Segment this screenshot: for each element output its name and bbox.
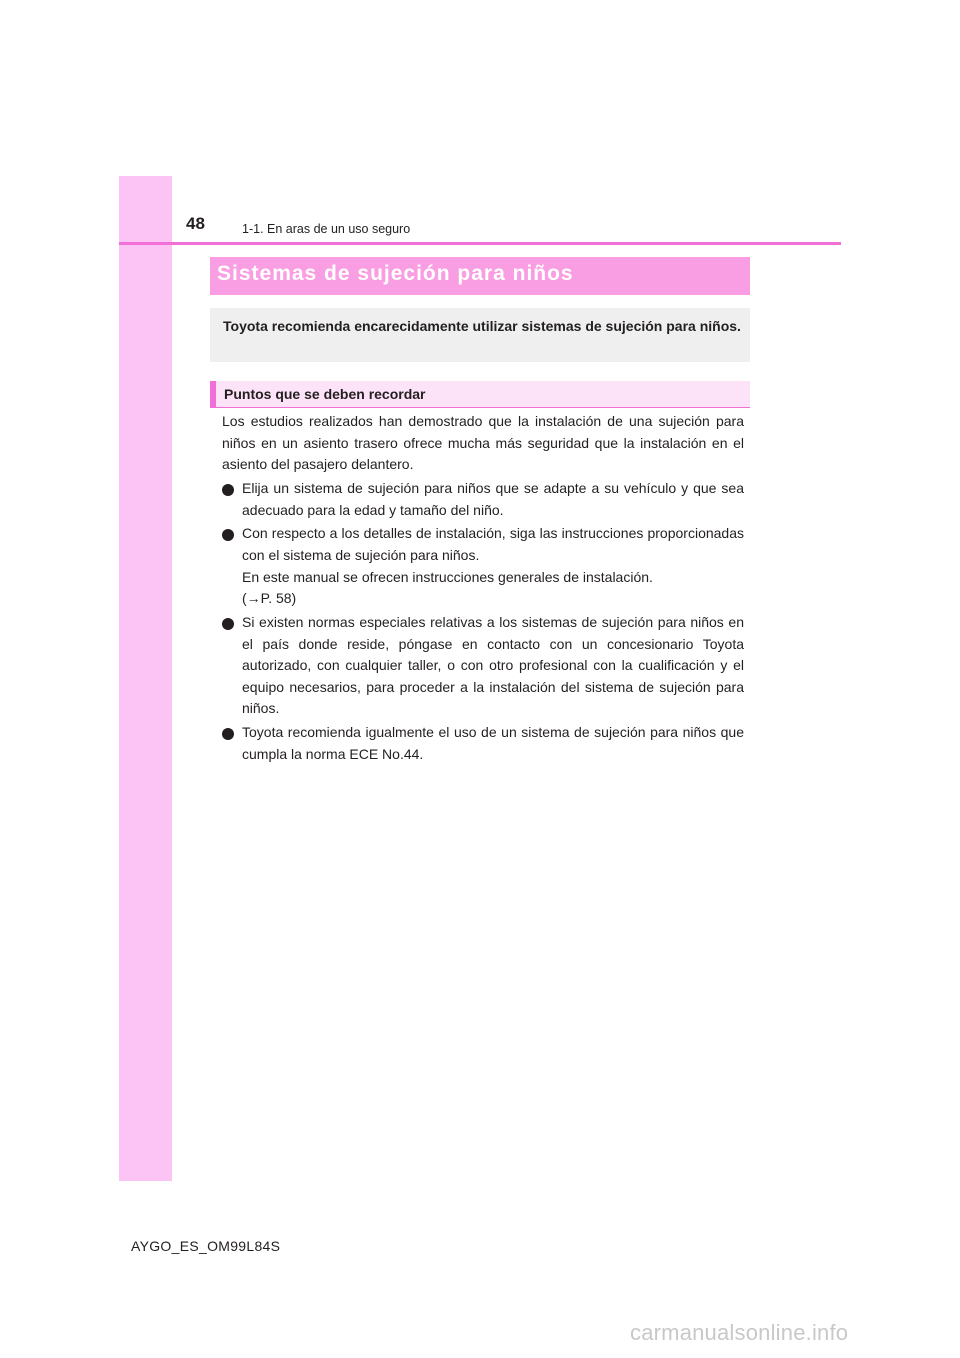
body-paragraph: Los estudios realizados han demostrado que la instalación de una sujeción para niños en un asiento trasero ofrece mucha más seguridad que la instalación en el asiento del pasajero delantero. (222, 413, 744, 473)
list-item-text: Con respecto a los detalles de instalación, siga las instrucciones proporcionadas con el sistema de sujeción para niños. (242, 525, 744, 563)
subheading-underline (210, 407, 750, 408)
bullet-dot-icon (222, 728, 234, 740)
list-item (222, 523, 744, 609)
bullet-dot-icon (222, 618, 234, 630)
document-code: AYGO_ES_OM99L84S (131, 1238, 281, 1254)
page-title: Sistemas de sujeción para niños (217, 262, 574, 285)
bullet-dot-icon (222, 529, 234, 541)
watermark: carmanualsonline.info (630, 1320, 849, 1345)
bullet-list (222, 478, 744, 765)
section-breadcrumb: 1-1. En aras de un uso seguro (242, 222, 411, 236)
list-item (222, 478, 744, 521)
bullet-dot-icon (222, 484, 234, 496)
body-content (222, 411, 744, 765)
list-item (222, 722, 744, 765)
page-reference: (→P. 58) (242, 590, 297, 607)
subheading-accent-mark (210, 381, 216, 408)
intro-text: Toyota recomienda encarecidamente utilizar sistemas de sujeción para niños. (223, 318, 741, 334)
subheading: Puntos que se deben recordar (224, 386, 426, 402)
list-item-text: Toyota recomienda igualmente el uso de un sistema de sujeción para niños que cumpla la norma ECE No.44. (242, 724, 744, 762)
list-item-extra-text: En este manual se ofrecen instrucciones generales de instalación. (242, 568, 653, 585)
list-item (222, 612, 744, 720)
page-number: 48 (186, 214, 205, 233)
header-divider (119, 242, 841, 245)
list-item-text: Si existen normas especiales relativas a los sistemas de sujeción para niños en el país donde reside, póngase en contacto con un concesionario Toyota autorizado, con cualquier taller, o con otro profesional con la cualificación y el equipo necesarios, para proceder a la instalación del sistema de sujeción para niños. (242, 613, 744, 717)
side-tab-strip (119, 176, 172, 1181)
list-item-text: Elija un sistema de sujeción para niños que se adapte a su vehículo y que sea adecuado para la edad y tamaño del niño. (242, 479, 744, 518)
